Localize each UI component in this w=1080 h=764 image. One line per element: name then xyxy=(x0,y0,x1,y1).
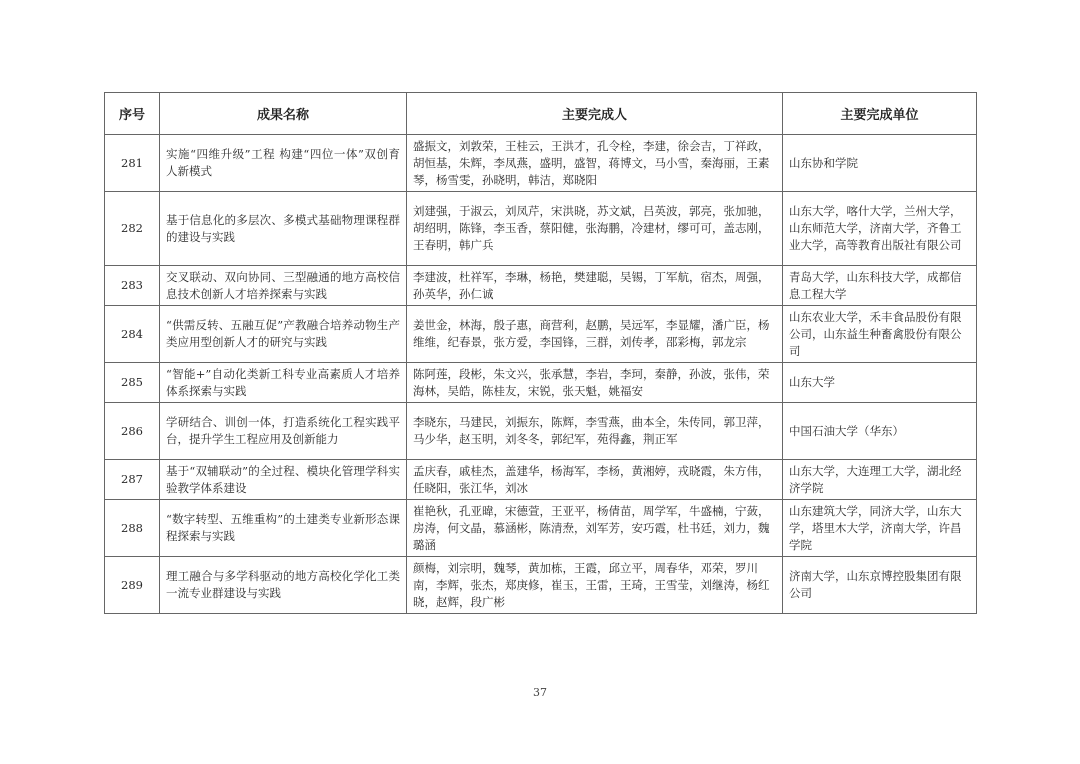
table-header-row xyxy=(105,93,977,135)
row-achievement-name: 学研结合、训创一体，打造系统化工程实践平台，提升学生工程应用及创新能力 xyxy=(160,403,407,460)
row-contributors: 姜世金，林海，殷子惠，商营利，赵鹏，吴远军，李显耀，潘广臣，杨维维，纪春景，张方爱，李国锋，三群，刘传孝，邵彩梅，郭龙宗 xyxy=(407,306,783,363)
row-achievement-name: “数字转型、五维重构”的土建类专业新形态课程探索与实践 xyxy=(160,500,407,557)
table-row xyxy=(105,460,977,500)
row-units: 中国石油大学（华东） xyxy=(783,403,977,460)
row-serial: 287 xyxy=(105,460,160,500)
row-contributors: 李晓东，马建民，刘振东，陈辉，李雪燕，曲本全，朱传同，郭卫萍，马少华，赵玉明，刘冬冬，郭纪军，苑得鑫，荆正军 xyxy=(407,403,783,460)
table-row xyxy=(105,192,977,266)
row-units: 山东大学，大连理工大学，湖北经济学院 xyxy=(783,460,977,500)
row-contributors: 盛振文，刘敦荣，王桂云，王洪才，孔令栓，李建，徐会吉，丁祥政，胡恒基，朱辉，李凤燕，盛明，盛智，蒋博文，马小雪，秦海丽，王素琴，杨雪雯，孙晓明，韩洁，郑晓阳 xyxy=(407,135,783,192)
document-page xyxy=(104,92,976,614)
row-serial: 288 xyxy=(105,500,160,557)
row-serial: 281 xyxy=(105,135,160,192)
row-serial: 284 xyxy=(105,306,160,363)
row-achievement-name: 理工融合与多学科驱动的地方高校化学化工类一流专业群建设与实践 xyxy=(160,557,407,614)
row-contributors: 陈阿莲，段彬，朱文兴，张承慧，李岩，李珂，秦静，孙波，张伟，荣海林，吴皓，陈桂友，宋锐，张天魁，姚福安 xyxy=(407,363,783,403)
achievements-table xyxy=(104,92,977,614)
table-row xyxy=(105,363,977,403)
row-achievement-name: “供需反转、五融互促”产教融合培养动物生产类应用型创新人才的研究与实践 xyxy=(160,306,407,363)
row-units: 山东协和学院 xyxy=(783,135,977,192)
row-contributors: 李建波，杜祥军，李琳，杨艳，樊建聪，吴锡，丁军航，宿杰，周强，孙英华，孙仁诚 xyxy=(407,266,783,306)
row-achievement-name: “智能+”自动化类新工科专业高素质人才培养体系探索与实践 xyxy=(160,363,407,403)
header-serial: 序号 xyxy=(105,93,160,135)
row-contributors: 刘建强，于淑云，刘凤芹，宋洪晓，苏文斌，吕英波，郭亮，张加驰，胡绍明，陈锋，李玉香，蔡阳健，张海鹏，冷建材，缪可可，盖志刚，王春明，韩广兵 xyxy=(407,192,783,266)
row-contributors: 颜梅，刘宗明，魏琴，黄加栋，王霞，邱立平，周春华，邓荣，罗川南，李辉，张杰，郑庚修，崔玉，王雷，王琦，王雪莹，刘继涛，杨红晓，赵辉，段广彬 xyxy=(407,557,783,614)
row-achievement-name: 实施“四维升级”工程 构建“四位一体”双创育人新模式 xyxy=(160,135,407,192)
row-serial: 286 xyxy=(105,403,160,460)
row-achievement-name: 基于“双辅联动”的全过程、模块化管理学科实验教学体系建设 xyxy=(160,460,407,500)
row-contributors: 孟庆春，戚桂杰，盖建华，杨海军，李杨，黄湘婷，戎晓霞，朱方伟，任晓阳，张江华，刘冰 xyxy=(407,460,783,500)
row-achievement-name: 基于信息化的多层次、多模式基础物理课程群的建设与实践 xyxy=(160,192,407,266)
row-achievement-name: 交叉联动、双向协同、三型融通的地方高校信息技术创新人才培养探索与实践 xyxy=(160,266,407,306)
row-serial: 285 xyxy=(105,363,160,403)
table-row xyxy=(105,266,977,306)
row-units: 山东大学，喀什大学，兰州大学，山东师范大学，济南大学，齐鲁工业大学，高等教育出版社有限公司 xyxy=(783,192,977,266)
table-row xyxy=(105,500,977,557)
header-main-units: 主要完成单位 xyxy=(783,93,977,135)
row-units: 山东建筑大学，同济大学，山东大学，塔里木大学，济南大学，许昌学院 xyxy=(783,500,977,557)
row-units: 山东农业大学，禾丰食品股份有限公司，山东益生种畜禽股份有限公司 xyxy=(783,306,977,363)
row-contributors: 崔艳秋，孔亚暐，宋德萱，王亚平，杨倩苗，周学军，牛盛楠，宁蔹，房涛，何文晶，慕涵彬，陈清焘，刘军芳，安巧霞，杜书廷，刘力，魏璐涵 xyxy=(407,500,783,557)
row-units: 济南大学，山东京博控股集团有限公司 xyxy=(783,557,977,614)
header-main-contributors: 主要完成人 xyxy=(407,93,783,135)
page-number: 37 xyxy=(533,686,547,699)
table-row xyxy=(105,403,977,460)
row-units: 山东大学 xyxy=(783,363,977,403)
header-achievement-name: 成果名称 xyxy=(160,93,407,135)
table-row xyxy=(105,306,977,363)
row-serial: 289 xyxy=(105,557,160,614)
table-row xyxy=(105,557,977,614)
table-row xyxy=(105,135,977,192)
row-serial: 282 xyxy=(105,192,160,266)
row-serial: 283 xyxy=(105,266,160,306)
row-units: 青岛大学，山东科技大学，成都信息工程大学 xyxy=(783,266,977,306)
